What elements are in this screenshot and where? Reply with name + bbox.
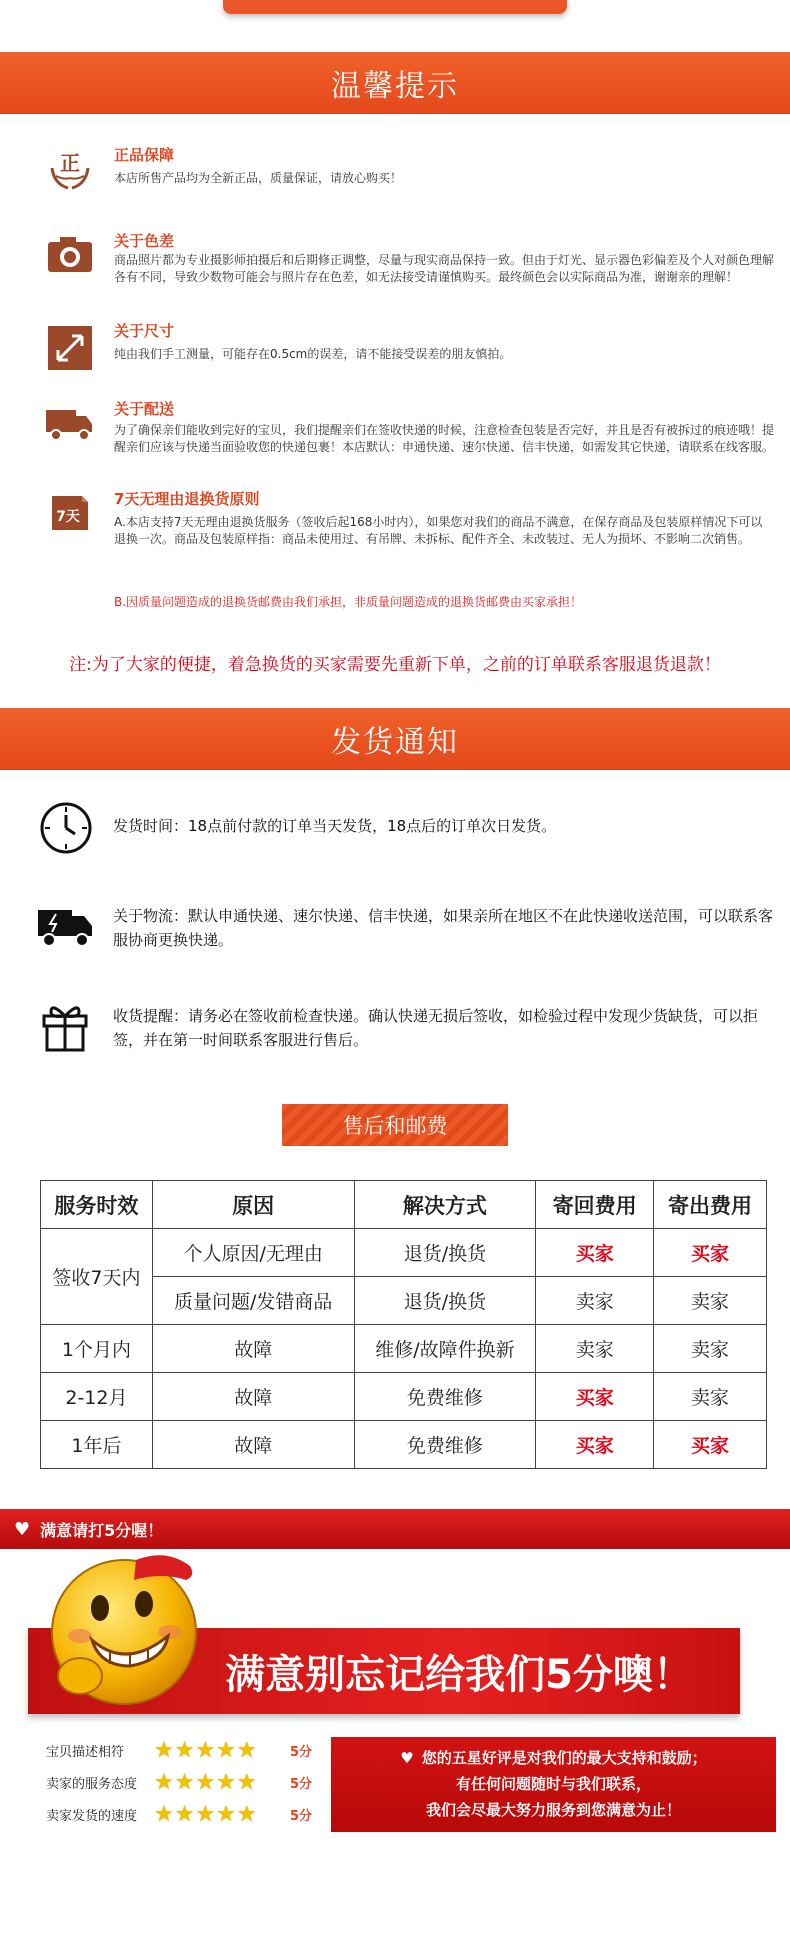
tip-text: 商品照片都为专业摄影师拍摄后和后期修正调整，尽量与现实商品保持一致。但由于灯光、显示器色彩偏差及个人对颜色理解各有不同，导致少数物可能会与照片存在色差，如无法接受请谨慎购买。最终颜色会以实际商品为准，谢谢亲的理解！ <box>114 253 775 284</box>
return-fee-note: B.因质量问题造成的退换货邮费由我们承担，非质量问题造成的退换货邮费由买家承担！ <box>114 595 583 609</box>
cell-send-fee: 卖家 <box>654 1277 767 1325</box>
seven-day-return-icon <box>46 488 94 536</box>
shipping-title: 发货通知 <box>331 725 459 760</box>
cell-period: 1个月内 <box>41 1325 153 1373</box>
warm-tips-title: 温馨提示 <box>331 69 459 104</box>
camera-icon <box>46 232 94 280</box>
resize-arrow-icon <box>46 324 94 372</box>
svg-text:7天: 7天 <box>56 509 80 525</box>
cell-return-fee: 卖家 <box>536 1277 654 1325</box>
score-label: 卖家发货的速度 <box>46 1808 138 1824</box>
tip-title: 关于色差 <box>114 232 175 250</box>
reorder-note: 注:为了大家的便捷，着急换货的买家需要先重新下单，之前的订单联系客服退货退款！ <box>69 655 721 675</box>
message-line: 有任何问题随时与我们联系， <box>455 1775 651 1793</box>
rating-banner-text: 满意别忘记给我们5分噢！ <box>225 1651 693 1698</box>
after-sales-table <box>40 1180 767 1469</box>
table-row <box>41 1373 767 1421</box>
score-row <box>46 1802 312 1826</box>
cell-reason: 故障 <box>152 1325 354 1373</box>
cell-send-fee: 卖家 <box>654 1325 767 1373</box>
header-solution: 解决方式 <box>354 1181 536 1229</box>
five-stars-icon: ★★★★★ <box>154 1769 258 1795</box>
header-reason: 原因 <box>152 1181 354 1229</box>
delivery-truck-icon <box>46 400 94 448</box>
cell-return-fee: 卖家 <box>536 1325 654 1373</box>
score-row <box>46 1770 312 1794</box>
shipping-banner <box>0 708 790 770</box>
cell-return-fee: 买家 <box>536 1421 654 1469</box>
smiley-mascot-icon <box>40 1540 208 1708</box>
cell-return-fee: 买家 <box>536 1373 654 1421</box>
cell-return-fee: 买家 <box>536 1229 654 1277</box>
cell-solution: 免费维修 <box>354 1373 536 1421</box>
tip-text: A.本店支持7天无理由退换货服务（签收后起168小时内），如果您对我们的商品不满意，在保存商品及包装原样情况下可以退换一次。商品及包装原样指：商品未使用过、有吊牌、未拆标、配件齐全、未改装过、无人为损坏、不影响二次销售。 <box>114 515 763 546</box>
cell-send-fee: 卖家 <box>654 1373 767 1421</box>
score-label: 宝贝描述相符 <box>46 1744 125 1760</box>
svg-text:正: 正 <box>60 151 80 175</box>
truck-icon <box>38 900 94 956</box>
cell-solution: 免费维修 <box>354 1421 536 1469</box>
cell-solution: 退货/换货 <box>354 1229 536 1277</box>
table-header-row <box>41 1181 767 1229</box>
five-stars-icon: ★★★★★ <box>154 1801 258 1827</box>
tip-text: 纯由我们手工测量，可能存在0.5cm的误差，请不能接受误差的朋友慎拍。 <box>114 347 512 361</box>
cell-period: 2-12月 <box>41 1373 153 1421</box>
warm-tips-banner <box>0 52 790 114</box>
message-line <box>331 1745 776 1771</box>
score-value: 5分 <box>290 1776 313 1792</box>
clock-icon <box>38 800 94 856</box>
cell-period: 签收7天内 <box>41 1229 153 1325</box>
tip-title: 关于尺寸 <box>114 322 175 340</box>
ship-text: 收货提醒：请务必在签收前检查快递。确认快递无损后签收，如检验过程中发现少货缺货，可以拒签，并在第一时间联系客服进行售后。 <box>113 1007 759 1049</box>
rating-bar-text: 满意请打5分喔！ <box>40 1520 164 1540</box>
cell-reason: 故障 <box>152 1373 354 1421</box>
ship-text: 发货时间：18点前付款的订单当天发货，18点后的订单次日发货。 <box>113 817 557 835</box>
ship-text: 关于物流：默认申通快递、速尔快递、信丰快递，如果亲所在地区不在此快递收送范围，可以联系客服协商更换快递。 <box>113 907 774 949</box>
cell-send-fee: 买家 <box>654 1229 767 1277</box>
heart-icon: ♥ <box>400 1749 414 1767</box>
table-row <box>41 1325 767 1373</box>
score-value: 5分 <box>290 1744 313 1760</box>
tip-title: 7天无理由退换货原则 <box>114 490 260 508</box>
score-row <box>46 1738 312 1762</box>
score-label: 卖家的服务态度 <box>46 1776 138 1792</box>
cell-period: 1年后 <box>41 1421 153 1469</box>
heart-icon: ♥ <box>14 1518 31 1540</box>
genuine-guarantee-icon <box>46 146 94 194</box>
cell-reason: 个人原因/无理由 <box>152 1229 354 1277</box>
cell-solution: 退货/换货 <box>354 1277 536 1325</box>
header-send-fee: 寄出费用 <box>654 1181 767 1229</box>
cell-reason: 故障 <box>152 1421 354 1469</box>
tip-title: 正品保障 <box>114 146 175 164</box>
cell-solution: 维修/故障件换新 <box>354 1325 536 1373</box>
header-period: 服务时效 <box>41 1181 153 1229</box>
cell-send-fee: 买家 <box>654 1421 767 1469</box>
score-value: 5分 <box>290 1808 313 1824</box>
message-line-text: 您的五星好评是对我们的最大支持和鼓励； <box>421 1749 707 1767</box>
table-row <box>41 1229 767 1277</box>
after-sales-title <box>282 1104 508 1146</box>
after-sales-title-text: 售后和邮费 <box>342 1114 448 1138</box>
tip-text: 为了确保亲们能收到完好的宝贝，我们提醒亲们在签收快递的时候，注意检查包装是否完好，并且是否有被拆过的痕迹哦！提醒亲们应该与快递当面验收您的快递包裹！本店默认：申通快递、速尔快递、信丰快递，如需发其它快递，请联系在线客服。 <box>114 423 775 454</box>
table-row <box>41 1421 767 1469</box>
tip-text: 本店所售产品均为全新正品，质量保证，请放心购买！ <box>114 171 403 185</box>
message-line: 我们会尽最大努力服务到您满意为止！ <box>425 1801 681 1819</box>
cell-reason: 质量问题/发错商品 <box>152 1277 354 1325</box>
header-return-fee: 寄回费用 <box>536 1181 654 1229</box>
five-stars-icon: ★★★★★ <box>154 1737 258 1763</box>
top-decoration <box>223 0 567 14</box>
five-star-message-box <box>331 1737 776 1832</box>
gift-icon <box>38 998 94 1054</box>
tip-title: 关于配送 <box>114 400 175 418</box>
